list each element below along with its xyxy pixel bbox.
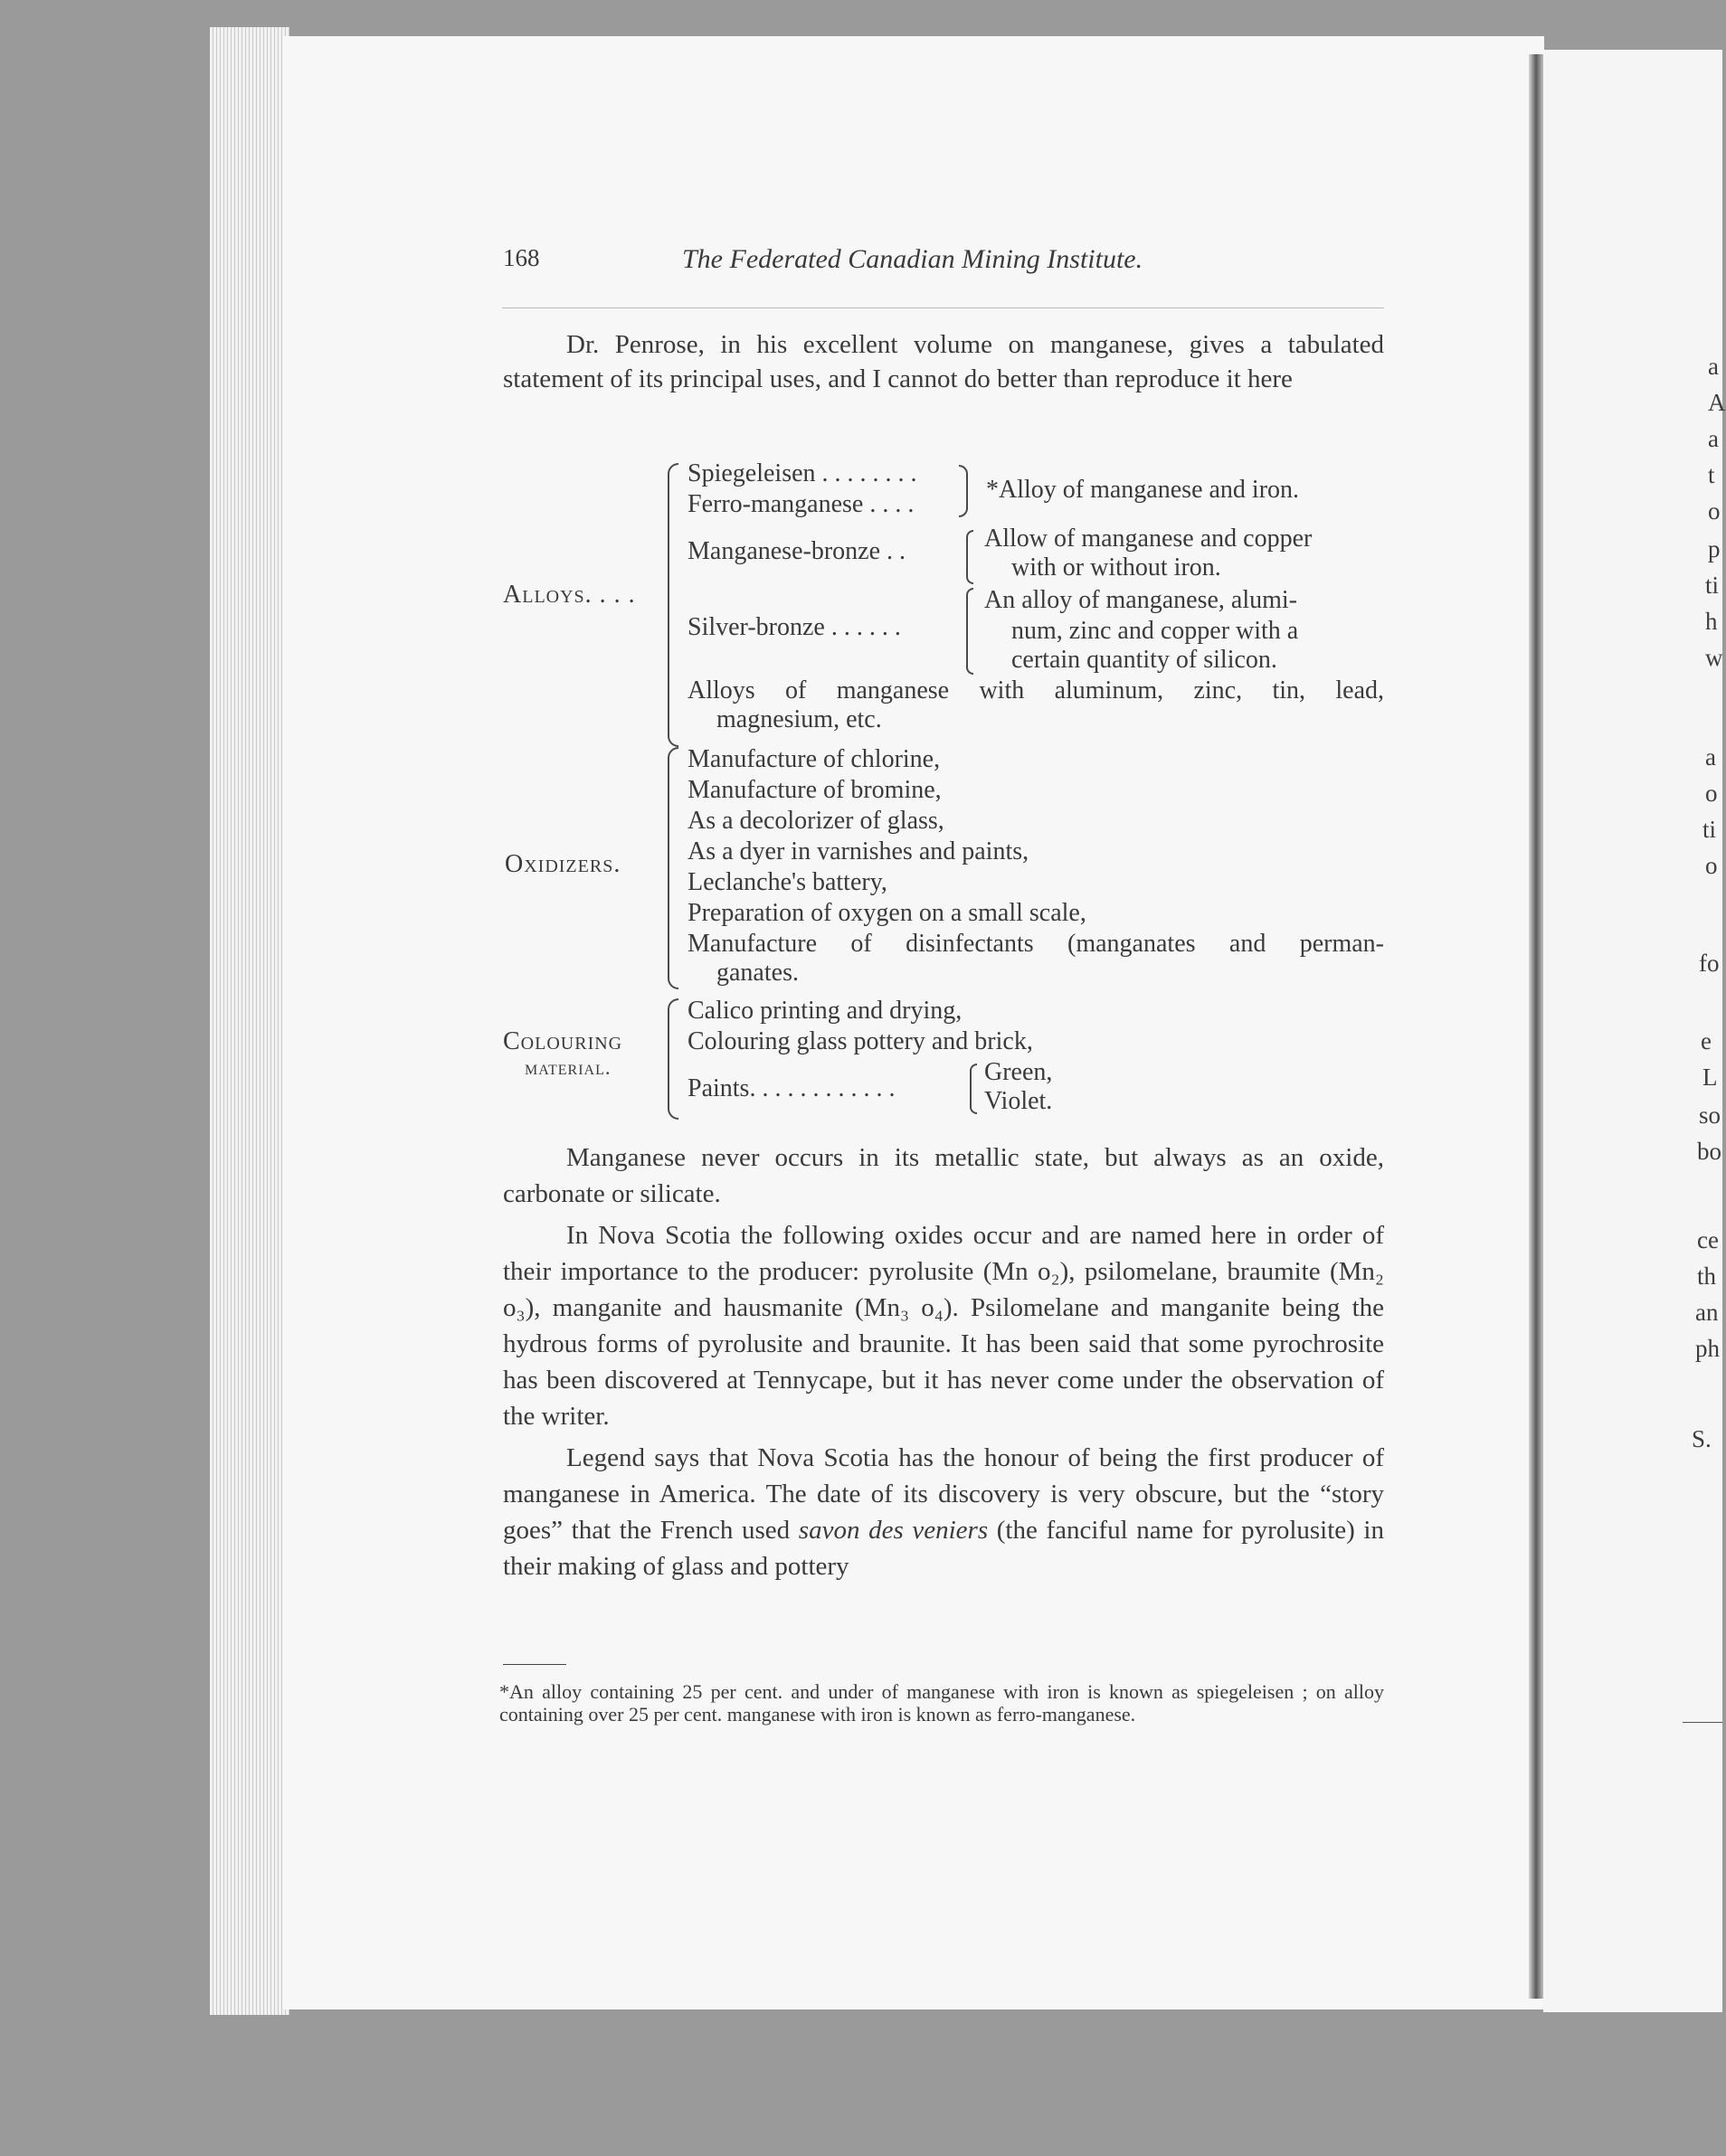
facing-fragment: L [1702, 1064, 1718, 1091]
facing-fragment: th [1697, 1262, 1717, 1290]
facing-fragment: ce [1697, 1226, 1719, 1253]
facing-fragment: h [1705, 608, 1718, 635]
colouring-item-calico: Calico printing and drying, [688, 997, 963, 1025]
paints-violet: Violet. [984, 1087, 1053, 1115]
facing-fragment: ti [1705, 572, 1720, 599]
facing-fragment: w [1705, 644, 1723, 671]
book-gutter [1529, 54, 1543, 1999]
manganese-bronze-label: Manganese-bronze . . [688, 537, 906, 565]
oxidizer-item: Preparation of oxygen on a small scale, [688, 899, 1086, 927]
facing-footnote-rule [1683, 1722, 1722, 1723]
spiegel-brace [959, 465, 968, 517]
oxidizer-item: Manufacture of chlorine, [688, 745, 941, 773]
paints-green: Green, [984, 1058, 1053, 1086]
silver-bronze-desc-2: num, zinc and copper with a [1011, 617, 1299, 645]
facing-fragment: o [1708, 497, 1721, 525]
paragraph-nova-scotia-oxides: In Nova Scotia the following oxides occur and are named here in order of their importance to the producer: pyrolusite (Mn o₂), psilomelane, braumite (Mn₂ o₃), manganite and hausmanite (Mn₃ o₄). Psilomelane and manganite being the hydrous forms of pyrolusite and braunite. It has been said that some pyrochrosite has been discovered at Tennycape, but it has never come under the observation of the writer. [503, 1221, 1384, 1431]
facing-fragment: p [1708, 535, 1721, 563]
facing-fragment: a [1708, 353, 1719, 380]
oxidizer-item: As a dyer in varnishes and paints, [688, 837, 1029, 865]
facing-fragment: o [1705, 852, 1718, 879]
paints-brace [970, 1064, 977, 1114]
header-rule [502, 307, 1384, 308]
facing-page [1543, 50, 1726, 2012]
alloys-heading: Alloys. . . . [503, 581, 636, 609]
facing-fragment: bo [1697, 1138, 1721, 1165]
colouring-heading-2: material. [525, 1056, 612, 1079]
colouring-item-glass: Colouring glass pottery and brick, [688, 1027, 1033, 1055]
intro-paragraph [503, 327, 1384, 402]
silver-bronze-desc-3: certain quantity of silicon. [1011, 646, 1277, 674]
oxidizer-item: As a decolorizer of glass, [688, 807, 944, 835]
oxidizer-item: Leclanche's battery, [688, 868, 887, 896]
oxidizer-item: Manufacture of bromine, [688, 776, 942, 804]
silver-bronze-desc-1: An alloy of manganese, alumi- [984, 586, 1298, 614]
colouring-brace [668, 998, 678, 1120]
colouring-heading-1: Colouring [503, 1027, 623, 1055]
paragraph-occurrence: Manganese never occurs in its metallic state, but always as an oxide, carbonate or silicate. [503, 1143, 1384, 1208]
oxidizer-item: Manufacture of disinfectants (manganates and perman- [688, 930, 1384, 958]
mn-bronze-desc-1: Allow of manganese and copper [984, 525, 1313, 553]
page-number: 168 [503, 244, 540, 271]
other-alloys-line-1: Alloys of manganese with aluminum, zinc, tin, lead, [688, 676, 1384, 704]
facing-fragment: t [1708, 461, 1715, 488]
facing-fragment: an [1695, 1299, 1719, 1326]
page-stack-edge [210, 27, 289, 2015]
facing-fragment: a [1708, 425, 1719, 452]
footnote: *An alloy containing 25 per cent. and under of manganese with iron is known as spiegeleisen ; on alloy containing over 25 per cent. manganese with iron is known as ferro-manganese. [499, 1680, 1384, 1726]
facing-fragment: A [1708, 389, 1726, 416]
ferro-manganese-label: Ferro-manganese . . . . [688, 490, 915, 518]
facing-fragment: ti [1702, 816, 1717, 843]
mn-bronze-brace [966, 530, 973, 584]
oxidizers-brace [668, 747, 678, 989]
oxidizer-item: ganates. [716, 959, 799, 987]
footnote-rule [503, 1664, 566, 1665]
legend-text-a: Legend says that Nova Scotia has the honour of being the first producer of manganese in America. The date of its discovery is very obscure, but the “story goes” that the French used [503, 1443, 1384, 1545]
facing-fragment: e [1701, 1027, 1712, 1054]
running-title: The Federated Canadian Mining Institute. [682, 244, 1143, 274]
body-text [503, 1139, 1384, 1590]
legend-italic-phrase: savon des veniers [798, 1516, 989, 1545]
facing-fragment: fo [1699, 950, 1720, 977]
paragraph-legend [503, 1440, 1384, 1584]
facing-fragment: ph [1695, 1335, 1720, 1362]
alloys-brace [668, 463, 678, 747]
mn-bronze-desc-2: with or without iron. [1011, 553, 1221, 582]
facing-fragment: a [1705, 743, 1716, 771]
spiegeleisen-label: Spiegeleisen . . . . . . . . [688, 459, 917, 487]
silver-bronze-brace [966, 588, 973, 675]
facing-fragment: so [1699, 1102, 1721, 1129]
spiegel-note: *Alloy of manganese and iron. [986, 476, 1300, 504]
legend-text-b: (the fanciful name for pyrolusite) in their making of glass and pottery [503, 1516, 1384, 1581]
other-alloys-line-2: magnesium, etc. [716, 705, 882, 733]
oxidizers-heading: Oxidizers. [505, 850, 621, 878]
silver-bronze-label: Silver-bronze . . . . . . [688, 613, 901, 641]
paints-label: Paints. . . . . . . . . . . . [688, 1074, 896, 1102]
intro-text: Dr. Penrose, in his excellent volume on manganese, gives a tabulated statement of its principal uses, and I cannot do better than reproduce it here [503, 330, 1384, 393]
facing-fragment: o [1705, 780, 1718, 807]
facing-fragment: S. [1692, 1425, 1712, 1452]
